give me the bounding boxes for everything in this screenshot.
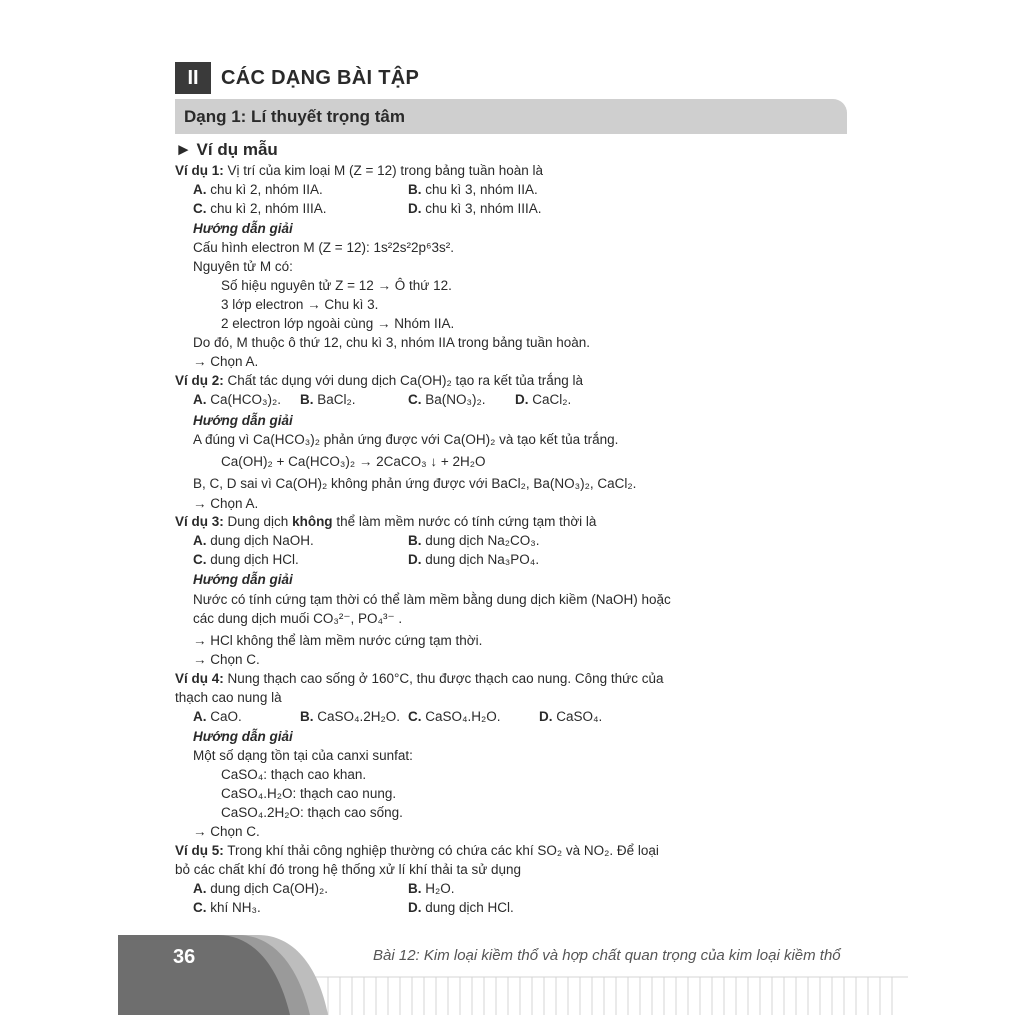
answer-option: D. CaSO₄. [539,709,603,724]
text-line: → Chọn A. [193,496,259,511]
question-stem: Ví dụ 5: Trong khí thải công nghiệp thường có chứa các khí SO₂ và NO₂. Để loại [175,843,659,858]
text-line: A đúng vì Ca(HCO₃)₂ phản ứng được với Ca(OH)₂ và tạo kết tủa trắng. [193,432,619,447]
answer-option: B. chu kì 3, nhóm IIA. [408,182,538,197]
section-title: CÁC DẠNG BÀI TẬP [221,66,420,89]
answer-option: D. chu kì 3, nhóm IIIA. [408,201,542,216]
question-stem: Ví dụ 2: Chất tác dụng với dung dịch Ca(OH)₂ tạo ra kết tủa trắng là [175,373,584,388]
answer-option: C. dung dịch HCl. [193,552,299,567]
answer-option: A. chu kì 2, nhóm IIA. [193,182,323,197]
page-footer [118,935,908,1015]
text-line: Do đó, M thuộc ô thứ 12, chu kì 3, nhóm IIA trong bảng tuần hoàn. [193,335,591,350]
text-line: Ca(OH)₂ + Ca(HCO₃)₂ → 2CaCO₃ ↓ + 2H₂O [221,454,486,469]
topic-title: Dạng 1: Lí thuyết trọng tâm [184,106,405,126]
text-line: → HCl không thể làm mềm nước cứng tạm thời. [193,633,483,648]
answer-option: C. khí NH₃. [193,900,261,915]
section-number: II [175,62,211,94]
text-line: Nguyên tử M có: [193,259,293,274]
answer-option: D. dung dịch Na₃PO₄. [408,552,540,567]
answer-option: C. CaSO₄.H₂O. [408,709,501,724]
footer-chapter-title: Bài 12: Kim loại kiềm thổ và hợp chất quan trọng của kim loại kiềm thổ [373,947,841,964]
answer-option: A. CaO. [193,709,242,724]
solution-heading: Hướng dẫn giải [193,221,293,236]
solution-heading: Hướng dẫn giải [193,572,293,587]
text-line: Một số dạng tồn tại của canxi sunfat: [193,748,413,763]
answer-option: C. chu kì 2, nhóm IIIA. [193,201,327,216]
text-line: 3 lớp electron → Chu kì 3. [221,297,379,312]
text-line: Số hiệu nguyên tử Z = 12 → Ô thứ 12. [221,278,452,293]
answer-option: A. Ca(HCO₃)₂. [193,392,281,407]
answer-option: A. dung dịch Ca(OH)₂. [193,881,329,896]
answer-option: B. BaCl₂. [300,392,356,407]
example-header: ► Ví dụ mẫu [175,140,278,159]
text-line: B, C, D sai vì Ca(OH)₂ không phản ứng được với BaCl₂, Ba(NO₃)₂, CaCl₂. [193,476,637,491]
answer-option: D. dung dịch HCl. [408,900,514,915]
text-line: bỏ các chất khí đó trong hệ thống xử lí khí thải ta sử dụng [175,862,522,877]
answer-option: A. dung dịch NaOH. [193,533,314,548]
text-line: Cấu hình electron M (Z = 12): 1s²2s²2p⁶3s². [193,240,455,255]
section-header [175,62,419,94]
text-line: CaSO₄: thạch cao khan. [221,767,367,782]
question-stem: Ví dụ 4: Nung thạch cao sống ở 160°C, thu được thạch cao nung. Công thức của [175,671,664,686]
answer-option: C. Ba(NO₃)₂. [408,392,486,407]
text-line: → Chọn C. [193,652,260,667]
text-line: 2 electron lớp ngoài cùng → Nhóm IIA. [221,316,455,331]
answer-option: D. CaCl₂. [515,392,572,407]
question-stem: Ví dụ 3: Dung dịch không thể làm mềm nước có tính cứng tạm thời là [175,514,597,529]
answer-option: B. dung dịch Na₂CO₃. [408,533,540,548]
text-line: CaSO₄.2H₂O: thạch cao sống. [221,805,403,820]
text-line: CaSO₄.H₂O: thạch cao nung. [221,786,397,801]
answer-option: B. CaSO₄.2H₂O. [300,709,401,724]
text-line: thạch cao nung là [175,690,282,705]
text-line: → Chọn C. [193,824,260,839]
solution-heading: Hướng dẫn giải [193,413,293,428]
text-line: → Chọn A. [193,354,259,369]
text-line: các dung dịch muối CO₃²⁻, PO₄³⁻ . [193,611,403,626]
answer-option: B. H₂O. [408,881,455,896]
text-line: Nước có tính cứng tạm thời có thể làm mềm bằng dung dịch kiềm (NaOH) hoặc [193,592,671,607]
question-stem: Ví dụ 1: Vị trí của kim loại M (Z = 12) trong bảng tuần hoàn là [175,163,544,178]
topic-band [175,99,847,134]
page-number: 36 [173,946,196,968]
solution-heading: Hướng dẫn giải [193,729,293,744]
